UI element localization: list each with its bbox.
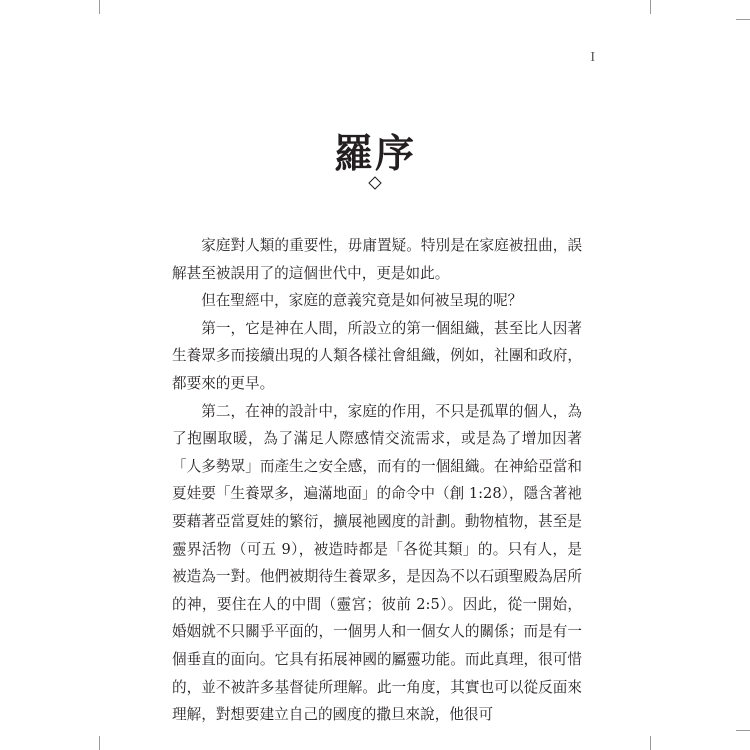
crop-mark-bottom-left-vertical xyxy=(99,736,100,750)
page-number: I xyxy=(590,50,595,65)
paragraph-1: 家庭對人類的重要性，毋庸置疑。特別是在家庭被扭曲，誤解甚至被誤用了的這個世代中，更是如此。 xyxy=(172,237,582,282)
diamond-outline-icon xyxy=(368,176,382,190)
paragraph-3: 第一，它是神在人間，所設立的第一個組織，甚至比人因著生養眾多而接續出現的人類各樣社會組織，例如，社團和政府，都要來的更早。 xyxy=(172,319,582,392)
paragraph-4: 第二，在神的設計中，家庭的作用，不只是孤單的個人，為了抱團取暖，為了滿足人際感情交流需求，或是為了增加因著「人多勢眾」而產生之安全感，而有的一個組織。在神給亞當和夏娃要「生養眾多，遍滿地面」的命令中（創 1:28），隱含著祂要藉著亞當夏娃的繁衍，擴展祂國度的計劃。動物植物，甚至是靈界活物（可五 9），被造時都是「各從其類」的。只有人，是被造為一對。他們被期待生養眾多，是因為不以石頭聖殿為居所的神，要住在人的中間（靈宮；彼前 2:5）。因此，從一開始，婚姻就不只關乎平面的，一個男人和一個女人的關係；而是有一個垂直的面向。它具有拓展神國的屬靈功能。而此真理，很可惜的，並不被許多基督徒所理解。此一角度，其實也可以從反面來理解，對想要建立自己的國度的撒旦來說，他很可 xyxy=(172,402,582,724)
chapter-title: 羅序 xyxy=(333,131,416,178)
crop-mark-bottom-right-vertical xyxy=(650,736,651,750)
paragraph-2: 但在聖經中，家庭的意義究竟是如何被呈現的呢？ xyxy=(201,292,523,310)
crop-mark-right-bottom-horizontal xyxy=(736,730,750,731)
crop-mark-top-left-vertical xyxy=(99,0,100,14)
crop-mark-right-top-horizontal xyxy=(736,19,750,20)
crop-mark-top-right-vertical xyxy=(650,0,651,14)
body-text xyxy=(172,232,582,729)
